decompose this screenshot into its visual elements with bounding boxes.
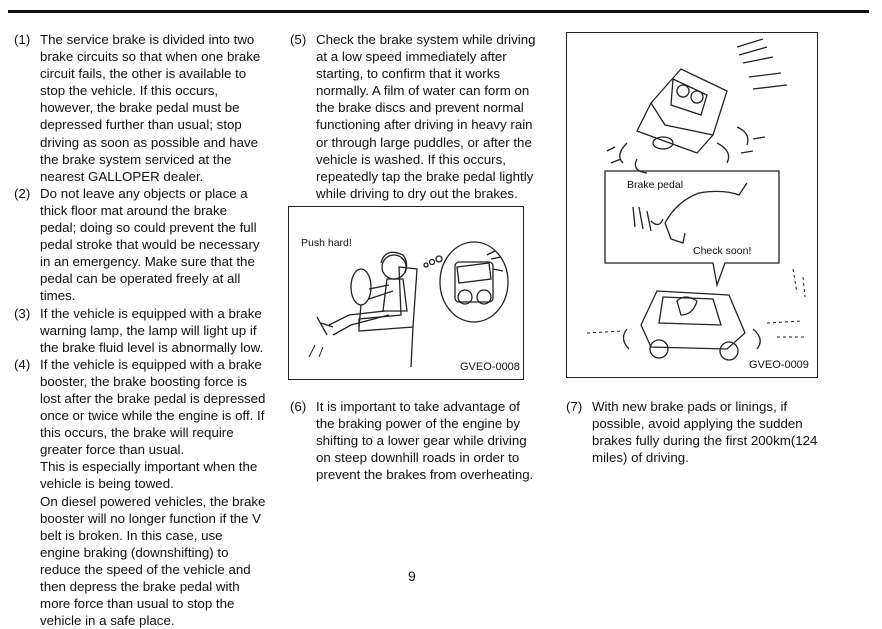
item-text: With new brake pads or linings, if possible, avoid applying the sudden brakes fully during the first 200km(124 miles) of driving. — [592, 399, 818, 466]
item-4-paragraph-2: This is especially important when the vehicle is being towed. — [40, 459, 258, 492]
item-number: (4) — [14, 356, 31, 372]
column-left — [14, 31, 266, 629]
item-text: Do not leave any objects or place a thick floor mat around the brake pedal; doing so could prevent the full pedal stroke that would be necessary in an emergency. Make sure that the pedal can be operated freely at all times. — [40, 185, 260, 304]
figure-code: GVEO-0008 — [460, 361, 520, 373]
column-middle-bottom — [290, 398, 542, 483]
figure-push-hard — [288, 206, 524, 380]
top-rule — [8, 10, 869, 13]
list-item-5 — [290, 31, 542, 202]
list-item-4 — [14, 356, 266, 459]
item-number: (6) — [290, 399, 307, 414]
item-text: If the vehicle is equipped with a brake booster, the brake boosting force is lost after the brake pedal is depressed once or twice while the engine is off. If this occurs, the brake will require greater force than usual. — [40, 356, 266, 458]
page-number: 9 — [408, 568, 416, 584]
item-number: (5) — [290, 32, 307, 47]
list-item-3 — [14, 305, 266, 356]
item-text: The service brake is divided into two brake circuits so that when one brake circuit fails, the other is available to stop the vehicle. If this occurs, however, the brake pedal must be depressed further than usual; stop driving as soon as possible and have the brake system serviced at the nearest GALLOPER dealer. — [40, 32, 261, 184]
item-text: If the vehicle is equipped with a brake warning lamp, the lamp will light up if the brake fluid level is abnormally low. — [40, 305, 264, 355]
column-middle-top — [290, 31, 542, 202]
list-item-7 — [566, 398, 824, 466]
list-item-2 — [14, 185, 266, 305]
item-number: (7) — [566, 399, 583, 414]
column-right-bottom — [566, 398, 824, 466]
item-text: Check the brake system while driving at a low speed immediately after starting, to confirm that it works normally. A film of water can form on the brake discs and prevent normal functioning after driving in heavy rain or through large puddles, or after the vehicle is washed. If this occurs, repeatedly tap the brake pedal lightly while driving to dry out the brakes. — [316, 32, 536, 201]
caption-push-hard: Push hard! — [301, 237, 352, 249]
car-puddle-brake-illustration — [567, 33, 817, 377]
item-number: (3) — [14, 305, 31, 321]
figure-code: GVEO-0009 — [749, 359, 809, 371]
list-item-1 — [14, 31, 266, 185]
item-4-paragraph-3: On diesel powered vehicles, the brake booster will no longer function if the V belt is broken. In this case, use engine braking (downshifting) to reduce the speed of the vehicle and then depress the brake pedal with more force than usual to stop the vehicle in a safe place. — [40, 493, 266, 629]
label-brake-pedal: Brake pedal — [627, 179, 684, 191]
list-item-6 — [290, 398, 542, 483]
figure-check-brakes — [566, 32, 818, 378]
item-number: (2) — [14, 185, 31, 201]
label-check-soon: Check soon! — [693, 245, 752, 257]
item-number: (1) — [14, 32, 31, 47]
item-text: It is important to take advantage of the braking power of the engine by shifting to a lower gear while driving on steep downhill roads in order to prevent the brakes from overheating. — [316, 399, 534, 483]
driver-braking-illustration — [289, 207, 523, 379]
